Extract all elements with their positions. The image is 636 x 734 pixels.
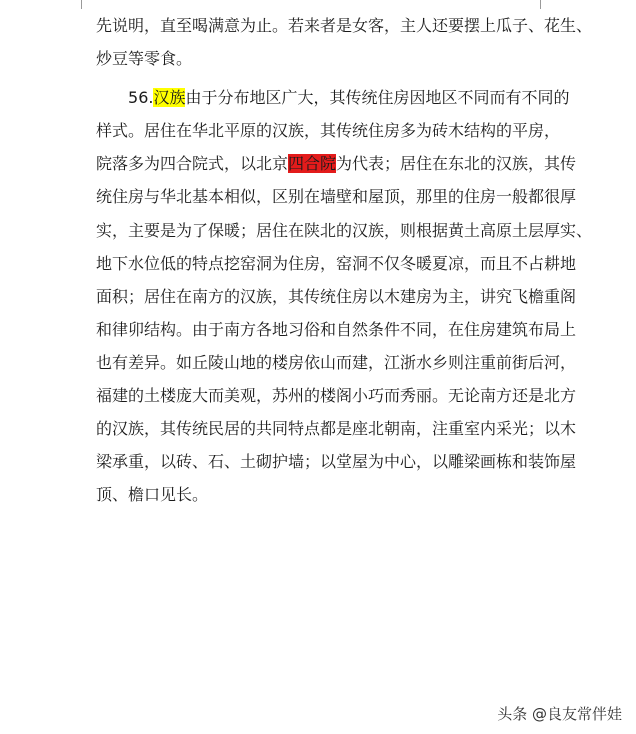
text-line: 实，主要是为了保暖；居住在陕北的汉族，则根据黄土高原土层厚实、 bbox=[96, 220, 593, 240]
text-line: 也有差异。如丘陵山地的楼房依山而建，江浙水乡则注重前街后河， bbox=[96, 352, 577, 372]
crop-mark-left bbox=[81, 0, 82, 9]
watermark: 头条 @良友常伴娃 bbox=[497, 705, 622, 723]
text-line: 样式。居住在华北平原的汉族，其传统住房多为砖木结构的平房， bbox=[96, 121, 561, 141]
paragraph-56-first-line bbox=[96, 81, 570, 114]
text-line: 地下水位低的特点挖窑洞为住房，窑洞不仅冬暖夏凉，而且不占耕地 bbox=[96, 253, 577, 273]
text-line: 和律卯结构。由于南方各地习俗和自然条件不同，在住房建筑布局上 bbox=[96, 319, 577, 339]
text-run: 由于分布地区广大，其传统住房因地区不同而有不同的 bbox=[185, 88, 570, 108]
text-line-with-highlight bbox=[96, 147, 577, 180]
text-line: 炒豆等零食。 bbox=[96, 49, 193, 69]
text-line: 福建的土楼庞大而美观，苏州的楼阁小巧而秀丽。无论南方还是北方 bbox=[96, 386, 577, 406]
text-run: 为代表；居住在东北的汉族，其传 bbox=[336, 154, 577, 174]
text-line: 顶、檐口见长。 bbox=[96, 485, 209, 505]
text-line: 先说明，直至喝满意为止。若来者是女客，主人还要摆上瓜子、花生、 bbox=[96, 16, 593, 35]
paragraph-number: 56. bbox=[128, 88, 154, 108]
text-line: 面积；居住在南方的汉族，其传统住房以木建房为主，讲究飞檐重阁 bbox=[96, 286, 577, 306]
highlight-red-text: 四合院 bbox=[288, 154, 337, 174]
text-line: 的汉族，其传统民居的共同特点都是座北朝南，注重室内采光；以木 bbox=[96, 419, 577, 439]
paragraph-indent bbox=[96, 88, 128, 107]
crop-mark-right bbox=[540, 0, 541, 9]
text-run: 院落多为四合院式，以北京 bbox=[96, 154, 289, 174]
text-line: 统住房与华北基本相似，区别在墙壁和屋顶，那里的住房一般都很厚 bbox=[96, 187, 577, 207]
document-body[interactable] bbox=[96, 9, 593, 511]
highlight-yellow-text: 汉族 bbox=[153, 88, 186, 108]
text-line: 梁承重，以砖、石、土砌护墙；以堂屋为中心，以雕梁画栋和装饰屋 bbox=[96, 452, 577, 472]
